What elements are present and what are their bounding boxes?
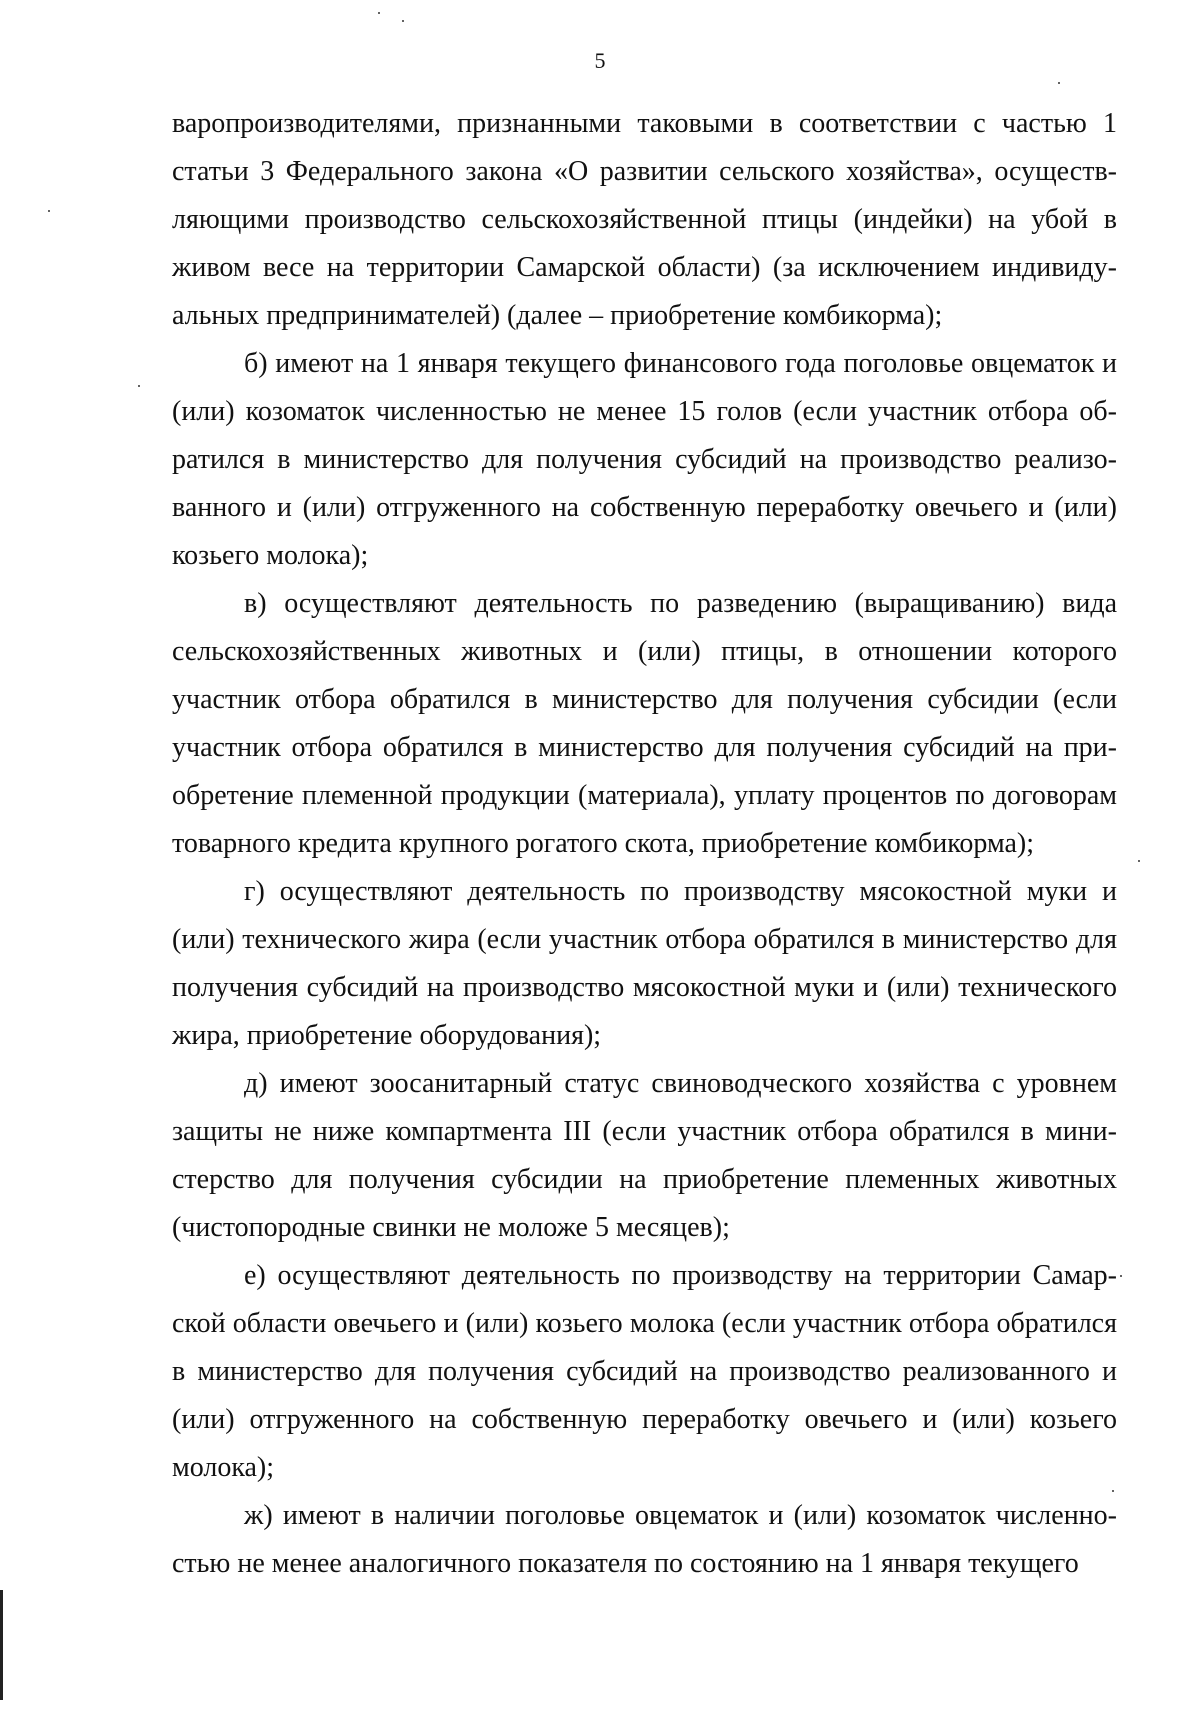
scan-speck	[1058, 82, 1060, 84]
scan-speck	[1138, 860, 1140, 862]
scan-speck	[138, 385, 140, 387]
paragraph-item-zh: ж) имеют в наличии поголовье овцематок и (или) козоматок численностью не менее аналогичного показателя по состоянию на 1 января текущего	[172, 1500, 1117, 1579]
scan-speck	[48, 210, 50, 212]
paragraph-item-b: б) имеют на 1 января текущего финансового года поголовье овцематок и (или) козоматок численностью не менее 15 голов (если участник отбора обратился в министерство для получения субсидий на производство реализованного и (или) отгруженного на собственную переработку овечьего и (или) козьего молока);	[172, 348, 1117, 571]
paragraph-item-e: е) осуществляют деятельность по производству на территории Самарской области овечьего и (или) козьего молока (если участник отбора обратился в министерство для получения субсидий на производство реализованного и (или) отгруженного на собственную переработку овечьего и (или) козьего молока);	[172, 1260, 1117, 1483]
scan-edge-mark	[0, 1590, 3, 1700]
scan-speck	[1112, 1490, 1114, 1492]
scan-speck	[1120, 1275, 1122, 1277]
paragraph-item-d: д) имеют зоосанитарный статус свиноводческого хозяйства с уровнем защиты не ниже компартмента III (если участник отбора обратился в министерство для получения субсидии на приобретение племенных животных (чистопородные свинки не моложе 5 месяцев);	[172, 1068, 1117, 1243]
page-number: 5	[594, 48, 606, 73]
paragraph-item-v: в) осуществляют деятельность по разведению (выращиванию) вида сельскохозяйственных животных и (или) птицы, в отношении которого участник отбора обратился в министерство для получения субсидии (если участник отбора обратился в министерство для получения субсидий на приобретение племенной продукции (материала), уплату процентов по договорам товарного кредита крупного рогатого скота, приобретение комбикорма);	[172, 588, 1117, 859]
scan-speck	[402, 20, 404, 22]
scan-speck	[378, 12, 380, 14]
body-text	[172, 100, 1117, 1588]
paragraph-item-g: г) осуществляют деятельность по производству мясокостной муки и (или) технического жира (если участник отбора обратился в министерство для получения субсидий на производство мясокостной муки и (или) технического жира, приобретение оборудования);	[172, 876, 1117, 1051]
paragraph-continuation: варопроизводителями, признанными таковыми в соответствии с частью 1 статьи 3 Федерального закона «О развитии сельского хозяйства», осуществляющими производство сельскохозяйственной птицы (индейки) на убой в живом весе на территории Самарской области) (за исключением индивидуальных предпринимателей) (далее – приобретение комбикорма);	[172, 108, 1117, 331]
